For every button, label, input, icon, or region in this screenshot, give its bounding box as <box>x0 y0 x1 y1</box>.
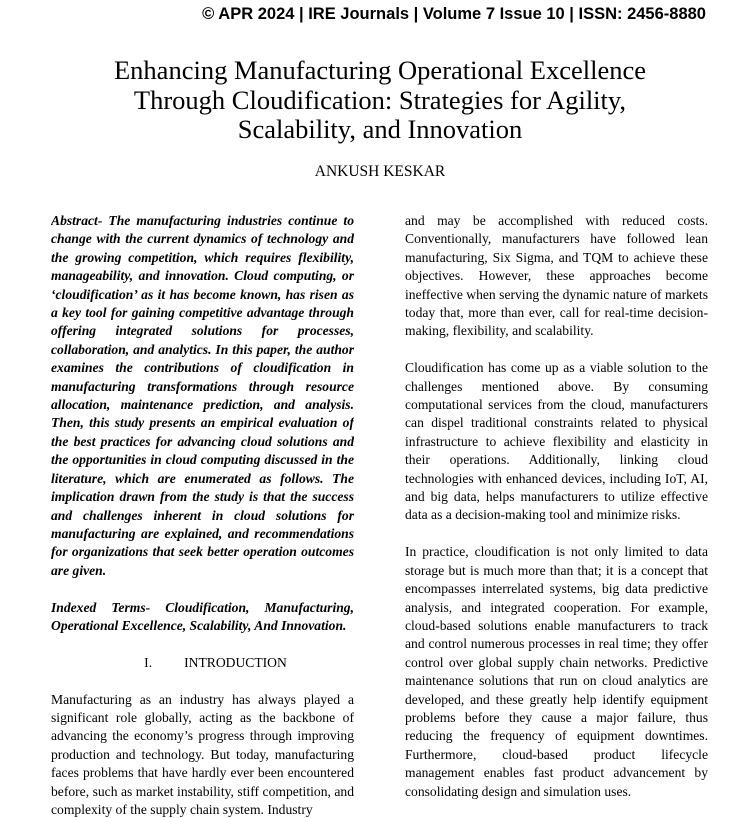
body-paragraph: In practice, cloudification is not only limited to data storage but is much more than that; it is a concept that encompasses interrelated systems, big data predictive analysis, and integrated cooperation. For example, cloud-based solutions enable manufacturers to track and control numerous processes in real time; they offer control over global supply chain networks. Predictive maintenance solutions that run on cloud analytics are developed, and these greatly help identify equipment problems before they cause a major failure, thus reducing the frequency of equipment downtimes. Furthermore, cloud-based product lifecycle management enables fast product advancement by consolidating design and simulation uses. <box>405 544 708 799</box>
section-heading <box>51 654 354 672</box>
author-name: ANKUSH KESKAR <box>314 163 446 180</box>
body-paragraph: and may be accomplished with reduced costs. Conventionally, manufacturers have followed lean manufacturing, Six Sigma, and TQM to achieve these objectives. However, these approaches become ineffective when serving the dynamic nature of markets today that, more than ever, call for real-time decision-making, flexibility, and scalability. <box>405 213 708 339</box>
intro-paragraph: Manufacturing as an industry has always played a significant role globally, acting as the backbone of advancing the economy’s progress through improving production and technology. But today, manufacturing faces problems that have hardly ever been encountered before, such as market instability, stiff competition, and complexity of the supply chain system. Industry <box>51 691 354 817</box>
title-line: Through Cloudification: Strategies for Agility, <box>133 84 627 115</box>
paper-title <box>40 56 720 145</box>
section-title: INTRODUCTION <box>184 654 287 670</box>
title-line: Enhancing Manufacturing Operational Excellence <box>114 55 646 85</box>
title-line: Scalability, and Innovation <box>237 114 523 144</box>
left-column <box>51 212 354 818</box>
body-paragraph: Cloudification has come up as a viable solution to the challenges mentioned above. By consuming computational services from the cloud, manufacturers can dispel traditional constraints related to physical infrastructure to achieve flexibility and elasticity in their operations. Additionally, linking cloud technologies with enhanced devices, including IoT, AI, and big data, helps manufacturers to utilize effective data as a decision-making tool and minimize risks. <box>405 360 708 523</box>
journal-header: © APR 2024 | IRE Journals | Volume 7 Issue 10 | ISSN: 2456-8880 <box>202 5 706 23</box>
section-number: I. <box>144 654 153 670</box>
right-column <box>405 212 708 818</box>
abstract: Abstract- The manufacturing industries continue to change with the current dynamics of technology and the growing competition, which requires flexibility, manageability, and innovation. Cloud computing, or ‘cloudification’ as it has become known, has risen as a key tool for gaining competitive advantage through offering integrated solutions for processes, collaboration, and analytics. In this paper, the author examines the contributions of cloudification in manufacturing transformations through resource allocation, maintenance prediction, and analysis. Then, this study presents an empirical evaluation of the best practices for advancing cloud solutions and the opportunities in cloud computing discussed in the literature, which are enumerated as follows. The implication drawn from the study is that the success and challenges inherent in cloud solutions for manufacturing are explained, and recommendations for organizations that seek better operation outcomes are given. <box>51 213 354 578</box>
index-terms: Indexed Terms- Cloudification, Manufacturing, Operational Excellence, Scalability, And Innovation. <box>51 599 354 633</box>
